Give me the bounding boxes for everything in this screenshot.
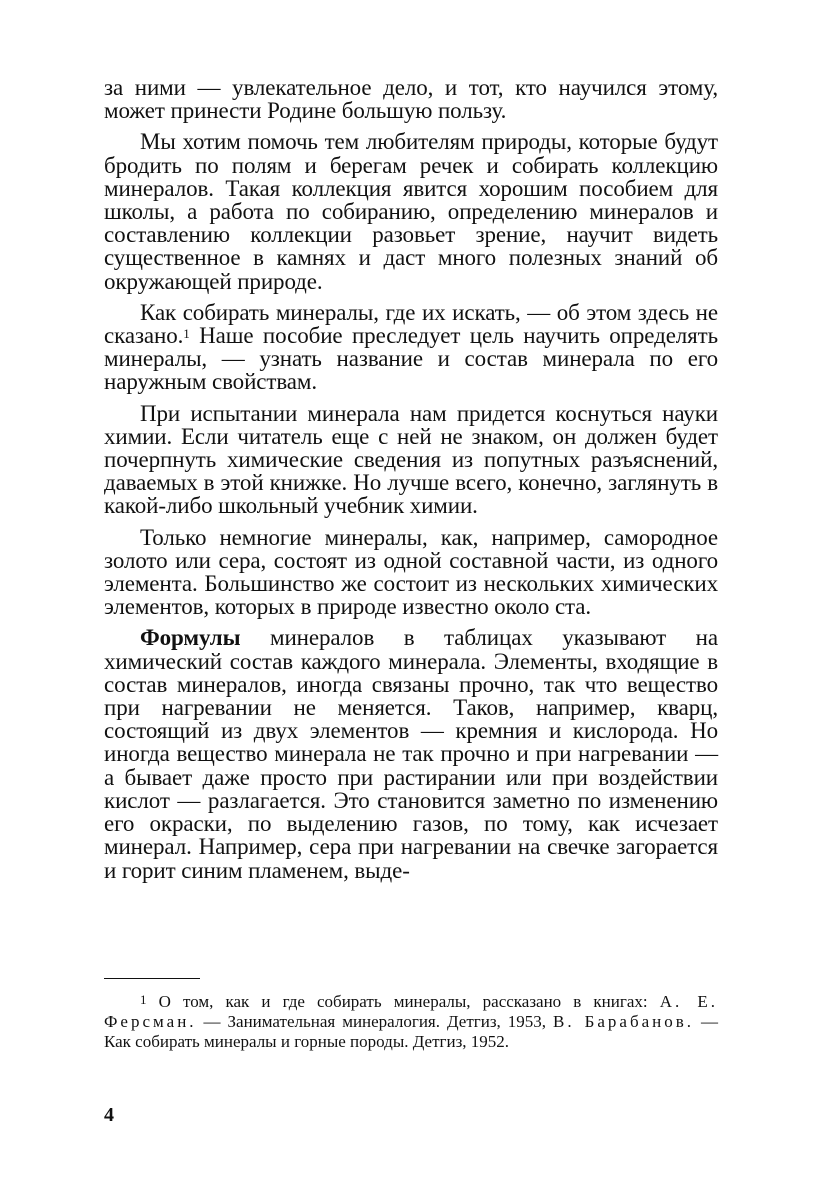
footnote-marker: 1 [140,992,147,1007]
paragraph-purpose-text-before: Как собирать минералы, где их искать, — об этом здесь не сказано. [104,299,718,349]
footnote-divider [104,978,200,979]
formulas-lead-term: Формулы [140,625,241,651]
paragraph-formulas [104,626,718,881]
paragraph-formulas-text: минералов в таблицах указывают на химический состав каждого минерала. Элементы, входящие в состав минералов, иногда связаны прочно, так что вещество при нагревании не меняется. Таков, например, кварц, состоящий из двух элементов — кремния и кислорода. Но иногда вещество минерала не так прочно и при нагревании — а бывает даже просто при растирании или при воздействии кислот — разлагается. Это становится заметно по изменению его окраски, по выделению газов, по тому, как исчезает минерал. Например, сера при нагревании на свечке загорается и горит синим пламенем, выде- [104,625,718,883]
paragraph-collectors: Мы хотим помочь тем любителям природы, которые будут бродить по полям и берегам речек и собирать коллекцию минералов. Такая коллекция явится хорошим пособием для школы, а работа по собиранию, определению минералов и составлению коллекции разовьет зрение, научит видеть существенное в камнях и даст много полезных знаний об окружающей природе. [104,129,718,294]
footnote-author-fersman: А. Е. Ферсман. [104,992,718,1031]
footnote-intro: О том, как и где собирать минералы, рассказано в книгах: [146,992,660,1011]
footnote-reference: 1 [183,326,190,342]
footnote-work-fersman: — Занимательная минералогия. Детгиз, 1953, [196,1012,554,1031]
paragraph-purpose [104,301,718,394]
footnote-author-barabanov: В. Барабанов. [553,1012,695,1031]
paragraph-elements: Только немногие минералы, как, например, самородное золото или сера, состоят из одной составной части, из одного элемента. Большинство же состоит из нескольких химических элементов, которых в природе известно около ста. [104,524,718,620]
paragraph-purpose-text-after: Наше пособие преследует цель научить определять минералы, — узнать название и состав минерала по его наружным свойствам. [104,323,718,395]
paragraph-continuation: за ними — увлекательное дело, и тот, кто научился этому, может принести Родине большую пользу. [104,75,718,124]
footnote [104,992,718,1052]
page-body [104,76,718,890]
footnote-work-barabanov: — Как собирать минералы и горные породы. Детгиз, 1952. [104,1012,718,1051]
paragraph-chemistry: При испытании минерала нам придется коснуться науки химии. Если читатель еще с ней не знаком, он должен будет почерпнуть химические сведения из попутных разъяснений, даваемых в этой книжке. Но лучше всего, конечно, заглянуть в какой-либо школьный учебник химии. [104,400,718,519]
page-number: 4 [104,1104,114,1126]
